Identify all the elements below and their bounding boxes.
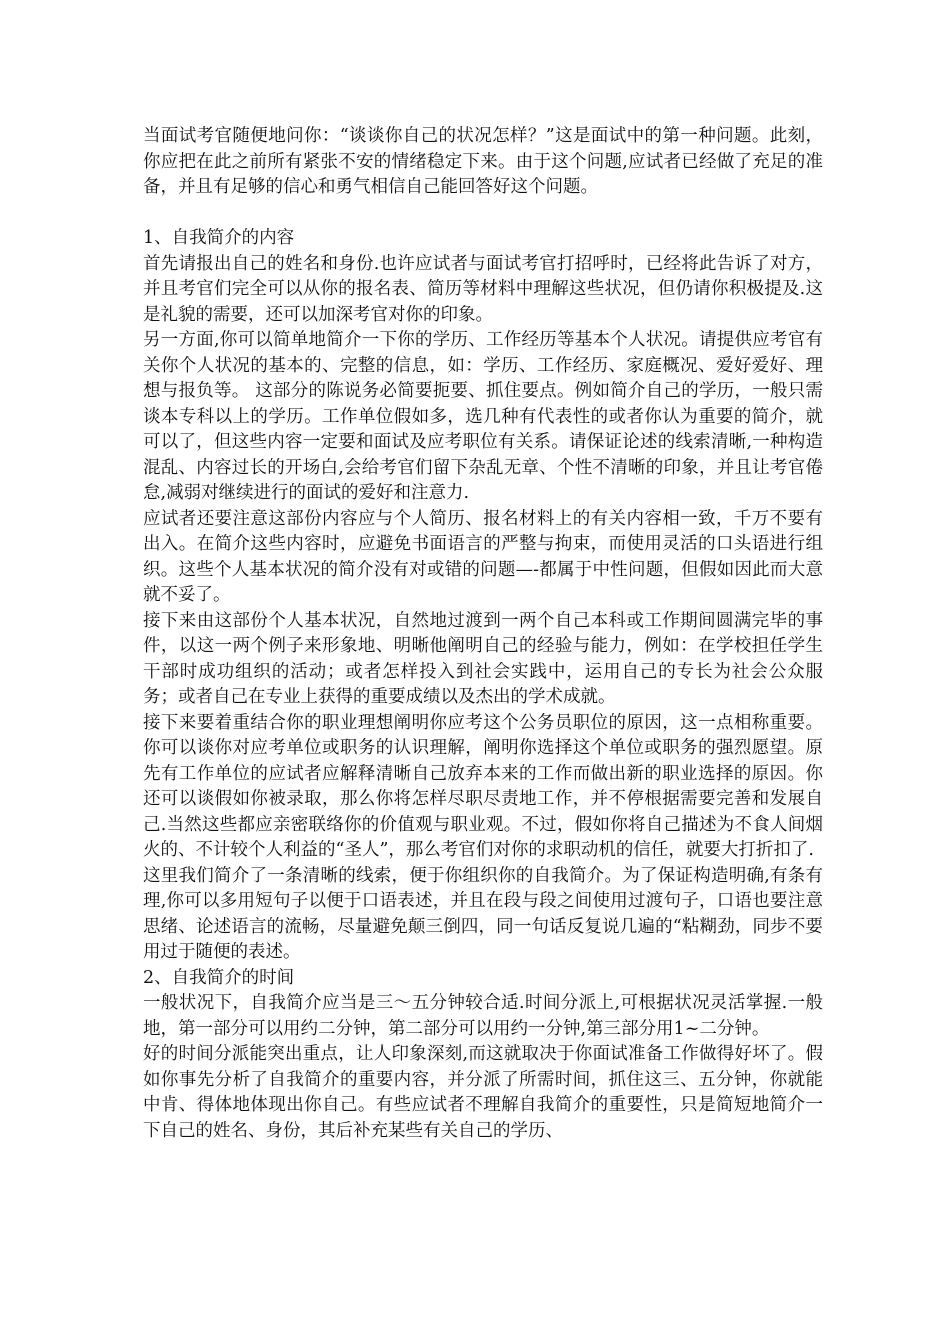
paragraph-examples: 接下来由这部份个人基本状况，自然地过渡到一两个自己本科或工作期间圆满完毕的事件，以这一两个例子来形象地、明晰他阐明自己的经验与能力，例如：在学校担任学生干部时成功组织的活动；或者怎样投入到社会实践中，运用自己的专长为社会公众服务；或者自己在专业上获得的重要成绩以及杰出的学术成就。: [143, 610, 823, 707]
intro-paragraph: 当面试考官随便地问你：“谈谈你自己的状况怎样？”这是面试中的第一种问题。此刻，你应把在此之前所有紧张不安的情绪稳定下来。由于这个问题,应试者已经做了充足的准备，并且有足够的信心和勇气相信自己能回答好这个问题。: [143, 126, 823, 197]
document-body: [143, 124, 823, 1144]
paragraph-time-allocation: 一般状况下，自我简介应当是三～五分钟较合适.时间分派上,可根据状况灵活掌握.一般地，第一部分可以用约二分钟，第二部分可以用约一分钟,第三部分用1~二分钟。: [143, 993, 823, 1039]
paragraph-motivation: 接下来要着重结合你的职业理想阐明你应考这个公务员职位的原因，这一点相称重要。你可以谈你对应考单位或职务的认识理解，阐明你选择这个单位或职务的强烈愿望。原先有工作单位的应试者应解释清晰自己放弃本来的工作而做出新的职业选择的原因。你还可以谈假如你被录取，那么你将怎样尽职尽责地工作，并不停根据需要完善和发展自己.当然这些都应亲密联络你的价值观与职业观。不过，假如你将自己描述为不食人间烟火的、不计较个人利益的“圣人”，那么考官们对你的求职动机的信任，就要大打折扣了.: [143, 712, 823, 860]
section-heading-content: 1、自我简介的内容: [143, 228, 295, 248]
section-heading-time: 2、自我简介的时间: [143, 967, 295, 988]
paragraph-structure: 这里我们简介了一条清晰的线索，便于你组织你的自我简介。为了保证构造明确,有条有理,你可以多用短句子以便于口语表述，并且在段与段之间使用过渡句子，口语也要注意思绪、论述语言的流畅，尽量避免颠三倒四，同一句话反复说几遍的“粘糊劲，同步不要用过于随便的表述。: [143, 865, 823, 962]
paragraph-time-emphasis: 好的时间分派能突出重点，让人印象深刻,而这就取决于你面试准备工作做得好坏了。假如你事先分析了自我简介的重要内容，并分派了所需时间，抓住这三、五分钟，你就能中肯、得体地体现出你自己。有些应试者不理解自我简介的重要性，只是简短地简介一下自己的姓名、身份，其后补充某些有关自己的学历、: [143, 1044, 823, 1141]
paragraph-spacer: [143, 201, 823, 227]
paragraph-consistency: 应试者还要注意这部份内容应与个人简历、报名材料上的有关内容相一致，千万不要有出入。在简介这些内容时，应避免书面语言的严整与拘束，而使用灵活的口头语进行组织。这些个人基本状况的简介没有对或错的问题—-都属于中性问题，但假如因此而大意就不妥了。: [143, 508, 823, 605]
paragraph-name-identity: 首先请报出自己的姓名和身份.也许应试者与面试考官打招呼时，已经将此告诉了对方，并且考官们完全可以从你的报名表、简历等材料中理解这些状况，但仍请你积极提及.这是礼貌的需要，还可以加深考官对你的印象。: [143, 253, 823, 325]
paragraph-background: 另一方面,你可以简单地简介一下你的学历、工作经历等基本个人状况。请提供应考官有关你个人状况的基本的、完整的信息，如：学历、工作经历、家庭概况、爱好爱好、理想与报负等。 这部分的陈说务必简要扼要、抓住要点。例如简介自己的学历，一般只需谈本专科以上的学历。工作单位假如多，选几种有代表性的或者你认为重要的简介，就可以了，但这些内容一定要和面试及应考职位有关系。请保证论述的线索清晰,一种构造混乱、内容过长的开场白,会给考官们留下杂乱无章、个性不清晰的印象，并且让考官倦怠,减弱对继续进行的面试的爱好和注意力.: [143, 330, 823, 503]
